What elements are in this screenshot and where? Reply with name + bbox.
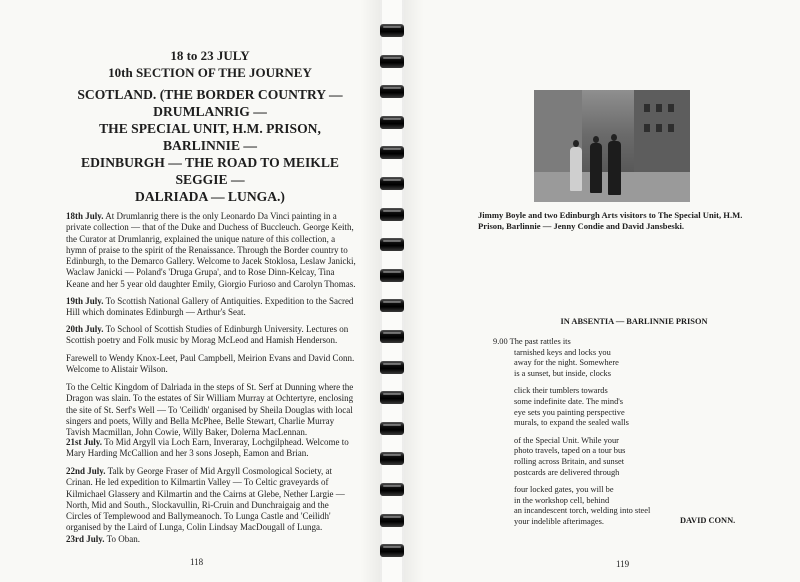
entry-text: To Scottish National Gallery of Antiquities. Expedition to the Sacred Hill which dominates Edinburgh — Arthur's Seat. [66,296,354,318]
entry-date: 18th July. [66,211,104,221]
poem-line: photo travels, taped on a tour bus [514,446,626,456]
photo-person-head [573,140,579,147]
poem-line: an incandescent torch, welding into steel [514,506,651,516]
photo-person [570,147,582,191]
poem-signature: DAVID CONN. [680,516,736,525]
entry-text: To School of Scottish Studies of Edinburgh University. Lectures on Scottish poetry and Folk music by Morag McLeod and Hamish Henderson. [66,324,349,346]
spiral-loop [380,299,404,312]
spiral-loop [380,85,404,98]
places-line: DALRIADA — LUNGA.) [135,189,285,204]
photo-window [668,124,674,132]
journal-entry-20-july [66,324,356,347]
entry-date: 20th July. [66,324,104,334]
spiral-loop [380,361,404,374]
spiral-loop [380,422,404,435]
poem-line: of the Special Unit. While your [514,435,619,445]
poem-stanza [493,436,693,478]
poem-title: IN ABSENTIA — BARLINNIE PRISON [560,317,708,326]
section-dates: 18 to 23 JULY [170,48,250,63]
entry-text: To Mid Argyll via Loch Earn, Inveraray, Lochgilphead. Welcome to Mary Harding McCallion and her 3 sons Joseph, Eamon and Brian. [66,437,349,459]
poem-line: postcards are delivered through [514,467,620,477]
spiral-loop [380,391,404,404]
photo-window [644,124,650,132]
photo-person [590,143,602,193]
spiral-loop [380,330,404,343]
photo-window [656,124,662,132]
places-line: SCOTLAND. (THE BORDER COUNTRY — [77,87,343,102]
poem-line: some indefinite date. The mind's [514,396,624,406]
prison-courtyard-photo [534,90,690,202]
spiral-binding [378,0,406,582]
entry-date: 19th July. [66,296,104,306]
poem-line: away for the night. Somewhere [514,358,619,368]
poem-line: tarnished keys and locks you [514,347,611,357]
entry-text: To Oban. [106,534,140,544]
poem-stanza [493,337,693,379]
spiral-loop [380,238,404,251]
poem-stanza [493,485,693,527]
places-line: BARLINNIE — [162,138,258,153]
spiral-loop [380,483,404,496]
poem-line: is a sunset, but inside, clocks [514,368,611,378]
places-line: DRUMLANRIG — [153,104,267,119]
places-line: THE SPECIAL UNIT, H.M. PRISON, [99,121,321,136]
poem-line: click their tumblers towards [514,386,608,396]
journal-entry-19-july [66,296,356,319]
poem-line: in the workshop cell, behind [514,495,610,505]
journal-entry-23-july [66,534,356,545]
photo-window [656,104,662,112]
poem-line: four locked gates, you will be [514,485,614,495]
spiral-loop [380,544,404,557]
entry-text: To the Celtic Kingdom of Dalriada in the steps of St. Serf at Dunning where the Dragon was slain. To the estates of Sir William Murray at Ochtertyre, enclosing the site of St. Serf's Well — To 'Ceilidh' organised by Sheila Douglas with local singers and poets, Willy and Bella McPhee, Belle Stewart, Charlie Murray Tavish Macmillan, John Cowie, Willy Baker, Dolerna MacLennan. [66,382,354,438]
photo-window [668,104,674,112]
spiral-loop [380,208,404,221]
section-places [60,86,360,205]
entry-text: Farewell to Wendy Knox-Leet, Paul Campbell, Meirion Evans and David Conn. Welcome to Alistair Wilson. [66,353,355,375]
journal-entry-21-july [66,437,356,460]
poem-line: eye sets you painting perspective [514,407,625,417]
entry-date: 22nd July. [66,466,106,476]
poem-stanza [493,386,693,428]
entry-date: 21st July. [66,437,103,447]
spiral-loop [380,269,404,282]
journal-entry-dalriada [66,382,356,438]
spiral-loop [380,514,404,527]
photo-person [608,141,621,195]
spiral-loop [380,452,404,465]
journal-entry-farewell [66,353,356,376]
spiral-loop [380,24,404,37]
journal-entry-18-july [66,211,356,290]
poem [493,337,693,535]
spiral-loop [380,146,404,159]
photo-person-head [611,134,617,141]
section-title: 10th SECTION OF THE JOURNEY [108,65,312,80]
page-number-left: 118 [190,557,204,567]
spiral-loop [380,116,404,129]
poem-line: your indelible afterimages. [514,516,604,526]
places-line: SEGGIE — [175,172,245,187]
spiral-loop [380,55,404,68]
places-line: EDINBURGH — THE ROAD TO MEIKLE [81,155,339,170]
photo-window [644,104,650,112]
entry-text: At Drumlanrig there is the only Leonardo Da Vinci painting in a private collection — that of the Duke and Duchess of Buccleuch. George Keith, the Curator at Drumlanrig, explained the unique nature of this collection, a hymn of praise to the spirit of the Renaissance. Through the Border country to Edinburgh, to the Demarco Gallery. Welcome to Jacek Stoklosa, Leslaw Janicki, Waclaw Janicki — Poland's 'Druga Grupa', and to Rose Dinn-Kelcay, Tina Keane and her 5 year old daughter Emily, Giorgio Furioso and Carolyn Thomas. [66,211,356,289]
page-number-right: 119 [616,559,630,569]
spiral-loop [380,177,404,190]
poem-line: rolling across Britain, and sunset [514,456,625,466]
photo-person-head [593,136,599,143]
journal-entry-22-july [66,466,356,534]
poem-line: murals, to expand the sealed walls [514,418,629,428]
entry-date: 23rd July. [66,534,105,544]
poem-line: 9.00 The past rattles its [493,337,571,346]
photo-caption: Jimmy Boyle and two Edinburgh Arts visitors to The Special Unit, H.M. Prison, Barlinnie — Jenny Condie and David Jansbeski. [478,210,743,231]
entry-text: Talk by George Fraser of Mid Argyll Cosmological Society, at Crinan. He led expedition to Kilmartin Valley — To Celtic graveyards of Kilmichael Glassery and Kilmartin and the Cairns at Glebe, Nether Largie — North, Mid and South., Slockavullin, Ri-Cruin and Dunchraigaig and the Circles of Templewood and Ballymeanoch. To Lunga Castle and 'Ceilidh' organised by the Laird of Lunga, Colin Lindsay MacDougall of Lunga. [66,466,345,533]
